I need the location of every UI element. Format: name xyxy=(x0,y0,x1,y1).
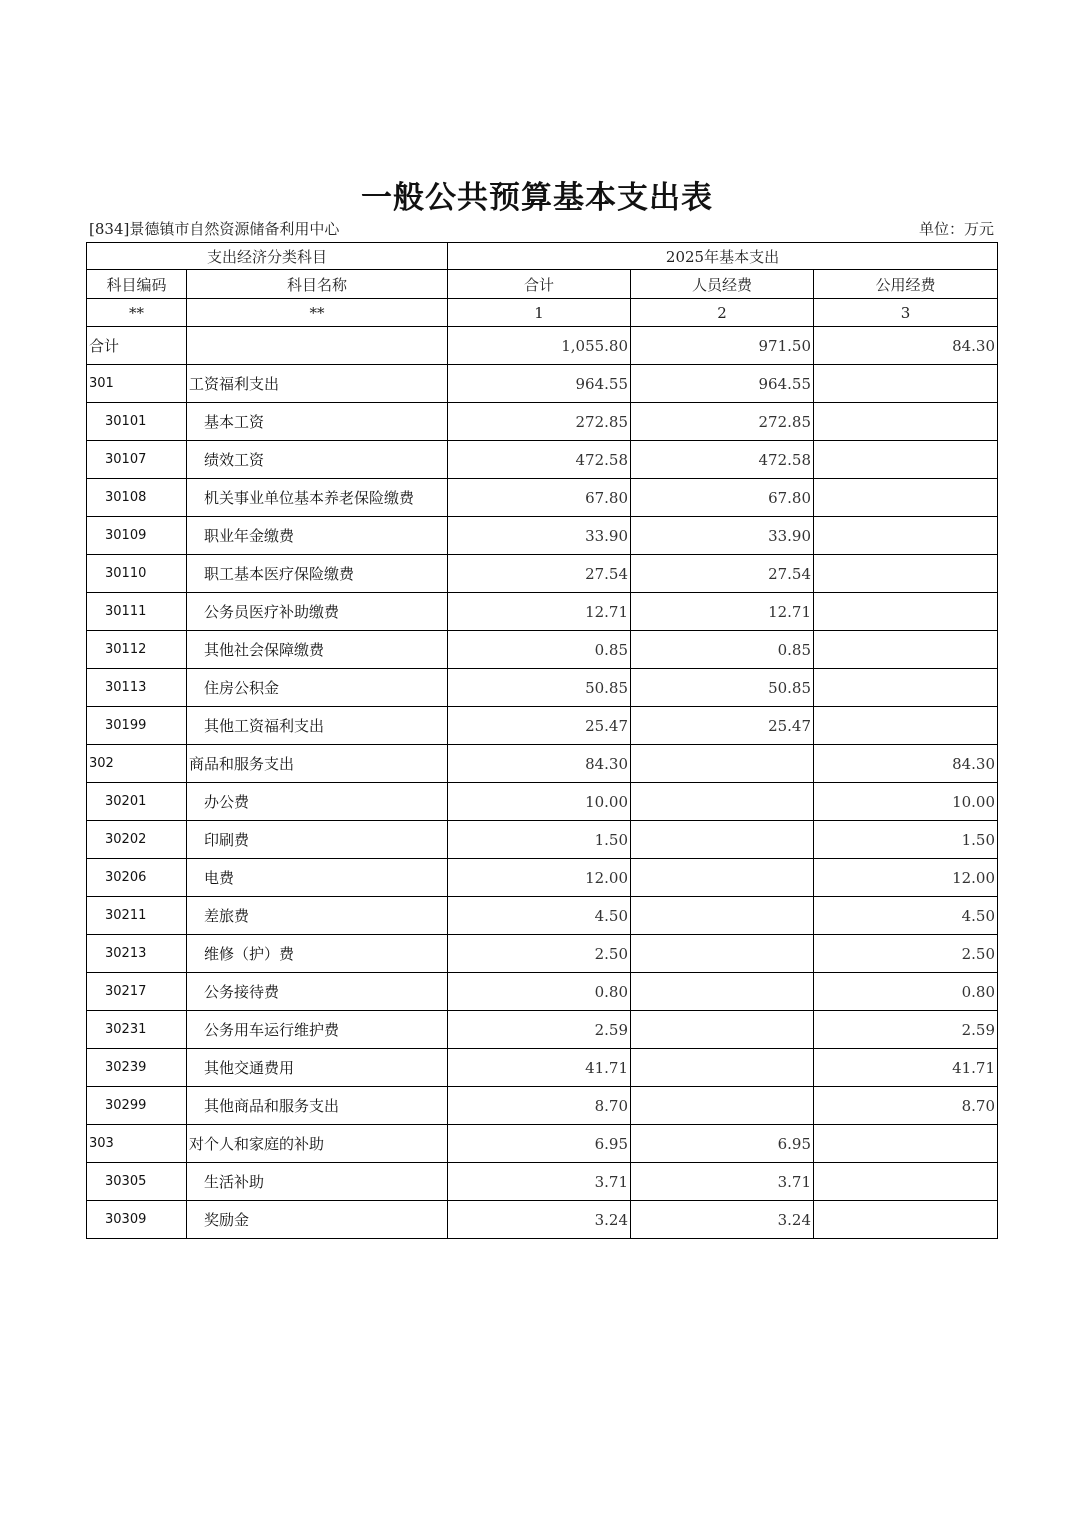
cell-total: 10.00 xyxy=(448,783,631,821)
cell-personnel: 272.85 xyxy=(631,403,814,441)
table-row xyxy=(87,859,998,897)
header-name: 科目名称 xyxy=(187,270,448,299)
cell-code: 30217 xyxy=(87,973,187,1011)
cell-name: 住房公积金 xyxy=(187,669,448,707)
cell-total: 84.30 xyxy=(448,745,631,783)
table-row xyxy=(87,631,998,669)
cell-personnel xyxy=(631,973,814,1011)
cell-personnel: 27.54 xyxy=(631,555,814,593)
cell-public: 8.70 xyxy=(814,1087,998,1125)
cell-code: 30101 xyxy=(87,403,187,441)
cell-personnel: 3.24 xyxy=(631,1201,814,1239)
cell-total: 33.90 xyxy=(448,517,631,555)
cell-personnel: 50.85 xyxy=(631,669,814,707)
cell-total: 1,055.80 xyxy=(448,327,631,365)
table-row xyxy=(87,1011,998,1049)
cell-public xyxy=(814,365,998,403)
cell-personnel: 6.95 xyxy=(631,1125,814,1163)
cell-name: 职业年金缴费 xyxy=(187,517,448,555)
cell-personnel xyxy=(631,1087,814,1125)
cell-name: 维修（护）费 xyxy=(187,935,448,973)
cell-total: 50.85 xyxy=(448,669,631,707)
cell-total: 2.59 xyxy=(448,1011,631,1049)
cell-total: 27.54 xyxy=(448,555,631,593)
cell-name: 生活补助 xyxy=(187,1163,448,1201)
cell-personnel xyxy=(631,1049,814,1087)
cell-code: 30110 xyxy=(87,555,187,593)
index-personnel: 2 xyxy=(631,299,814,327)
cell-code: 30231 xyxy=(87,1011,187,1049)
cell-public xyxy=(814,555,998,593)
cell-code: 30201 xyxy=(87,783,187,821)
cell-code: 30107 xyxy=(87,441,187,479)
cell-personnel: 964.55 xyxy=(631,365,814,403)
cell-public: 0.80 xyxy=(814,973,998,1011)
table-row xyxy=(87,1163,998,1201)
cell-total: 964.55 xyxy=(448,365,631,403)
cell-total: 472.58 xyxy=(448,441,631,479)
cell-total: 1.50 xyxy=(448,821,631,859)
cell-name: 机关事业单位基本养老保险缴费 xyxy=(187,479,448,517)
cell-name: 其他交通费用 xyxy=(187,1049,448,1087)
table-row xyxy=(87,745,998,783)
cell-code: 30239 xyxy=(87,1049,187,1087)
table-row xyxy=(87,1087,998,1125)
table-row xyxy=(87,669,998,707)
cell-personnel: 25.47 xyxy=(631,707,814,745)
cell-public: 1.50 xyxy=(814,821,998,859)
cell-public xyxy=(814,517,998,555)
table-row xyxy=(87,441,998,479)
table-row xyxy=(87,479,998,517)
index-public: 3 xyxy=(814,299,998,327)
cell-code: 302 xyxy=(87,745,187,783)
cell-code: 30199 xyxy=(87,707,187,745)
cell-code: 30211 xyxy=(87,897,187,935)
cell-total: 12.00 xyxy=(448,859,631,897)
cell-total: 0.85 xyxy=(448,631,631,669)
cell-personnel xyxy=(631,783,814,821)
table-row xyxy=(87,1049,998,1087)
cell-public: 12.00 xyxy=(814,859,998,897)
table-row xyxy=(87,365,998,403)
cell-total: 12.71 xyxy=(448,593,631,631)
cell-public xyxy=(814,1125,998,1163)
expenditure-table xyxy=(86,242,998,1239)
cell-name: 其他工资福利支出 xyxy=(187,707,448,745)
cell-total: 272.85 xyxy=(448,403,631,441)
cell-name: 电费 xyxy=(187,859,448,897)
cell-public xyxy=(814,631,998,669)
cell-name: 工资福利支出 xyxy=(187,365,448,403)
cell-public xyxy=(814,707,998,745)
cell-public xyxy=(814,403,998,441)
cell-public xyxy=(814,1201,998,1239)
table-row xyxy=(87,593,998,631)
table-row xyxy=(87,707,998,745)
cell-name: 职工基本医疗保险缴费 xyxy=(187,555,448,593)
table-row xyxy=(87,897,998,935)
cell-public xyxy=(814,1163,998,1201)
cell-name: 公务接待费 xyxy=(187,973,448,1011)
cell-personnel: 472.58 xyxy=(631,441,814,479)
cell-personnel: 3.71 xyxy=(631,1163,814,1201)
cell-personnel xyxy=(631,935,814,973)
table-row xyxy=(87,821,998,859)
table-row xyxy=(87,1201,998,1239)
cell-total: 67.80 xyxy=(448,479,631,517)
cell-name: 办公费 xyxy=(187,783,448,821)
cell-code: 30202 xyxy=(87,821,187,859)
table-body xyxy=(87,327,998,1239)
cell-public: 84.30 xyxy=(814,745,998,783)
cell-personnel xyxy=(631,745,814,783)
cell-name: 公务用车运行维护费 xyxy=(187,1011,448,1049)
cell-personnel: 67.80 xyxy=(631,479,814,517)
agency-label: [834]景德镇市自然资源储备利用中心 xyxy=(89,220,340,238)
cell-name xyxy=(187,327,448,365)
cell-code: 30109 xyxy=(87,517,187,555)
cell-code: 30111 xyxy=(87,593,187,631)
header-group-right: 2025年基本支出 xyxy=(448,243,998,270)
cell-name: 基本工资 xyxy=(187,403,448,441)
table-row xyxy=(87,517,998,555)
cell-code: 30213 xyxy=(87,935,187,973)
cell-name: 绩效工资 xyxy=(187,441,448,479)
index-code: ** xyxy=(87,299,187,327)
cell-code: 30112 xyxy=(87,631,187,669)
cell-personnel: 971.50 xyxy=(631,327,814,365)
cell-code: 30113 xyxy=(87,669,187,707)
cell-total: 3.71 xyxy=(448,1163,631,1201)
cell-total: 41.71 xyxy=(448,1049,631,1087)
index-total: 1 xyxy=(448,299,631,327)
cell-personnel: 33.90 xyxy=(631,517,814,555)
cell-public: 2.50 xyxy=(814,935,998,973)
header-public: 公用经费 xyxy=(814,270,998,299)
page-title: 一般公共预算基本支出表 xyxy=(361,180,713,216)
cell-public xyxy=(814,479,998,517)
cell-code: 301 xyxy=(87,365,187,403)
cell-name: 商品和服务支出 xyxy=(187,745,448,783)
cell-name: 差旅费 xyxy=(187,897,448,935)
cell-total: 25.47 xyxy=(448,707,631,745)
header-personnel: 人员经费 xyxy=(631,270,814,299)
cell-total: 6.95 xyxy=(448,1125,631,1163)
cell-total: 4.50 xyxy=(448,897,631,935)
header-index-row xyxy=(87,299,998,327)
header-group-row xyxy=(87,243,998,270)
cell-personnel xyxy=(631,897,814,935)
cell-public: 2.59 xyxy=(814,1011,998,1049)
header-code: 科目编码 xyxy=(87,270,187,299)
table-row xyxy=(87,555,998,593)
table-row xyxy=(87,403,998,441)
cell-name: 印刷费 xyxy=(187,821,448,859)
table-row xyxy=(87,327,998,365)
cell-total: 3.24 xyxy=(448,1201,631,1239)
header-total: 合计 xyxy=(448,270,631,299)
cell-public: 4.50 xyxy=(814,897,998,935)
cell-personnel xyxy=(631,821,814,859)
cell-name: 其他商品和服务支出 xyxy=(187,1087,448,1125)
cell-total: 0.80 xyxy=(448,973,631,1011)
table-row xyxy=(87,973,998,1011)
cell-code: 30108 xyxy=(87,479,187,517)
cell-total: 2.50 xyxy=(448,935,631,973)
table-row xyxy=(87,783,998,821)
header-group-left: 支出经济分类科目 xyxy=(87,243,448,270)
cell-code: 303 xyxy=(87,1125,187,1163)
index-name: ** xyxy=(187,299,448,327)
header-column-row xyxy=(87,270,998,299)
cell-code: 30305 xyxy=(87,1163,187,1201)
cell-public: 84.30 xyxy=(814,327,998,365)
cell-personnel: 12.71 xyxy=(631,593,814,631)
unit-label: 单位：万元 xyxy=(918,220,994,238)
cell-personnel xyxy=(631,859,814,897)
cell-name: 其他社会保障缴费 xyxy=(187,631,448,669)
cell-personnel: 0.85 xyxy=(631,631,814,669)
cell-name: 奖励金 xyxy=(187,1201,448,1239)
cell-public xyxy=(814,593,998,631)
cell-public xyxy=(814,441,998,479)
cell-code: 30299 xyxy=(87,1087,187,1125)
cell-public: 41.71 xyxy=(814,1049,998,1087)
table-row xyxy=(87,935,998,973)
cell-name: 对个人和家庭的补助 xyxy=(187,1125,448,1163)
cell-code: 30309 xyxy=(87,1201,187,1239)
cell-public xyxy=(814,669,998,707)
cell-name: 公务员医疗补助缴费 xyxy=(187,593,448,631)
cell-public: 10.00 xyxy=(814,783,998,821)
cell-total: 8.70 xyxy=(448,1087,631,1125)
cell-personnel xyxy=(631,1011,814,1049)
cell-code: 合计 xyxy=(87,327,187,365)
table-row xyxy=(87,1125,998,1163)
cell-code: 30206 xyxy=(87,859,187,897)
